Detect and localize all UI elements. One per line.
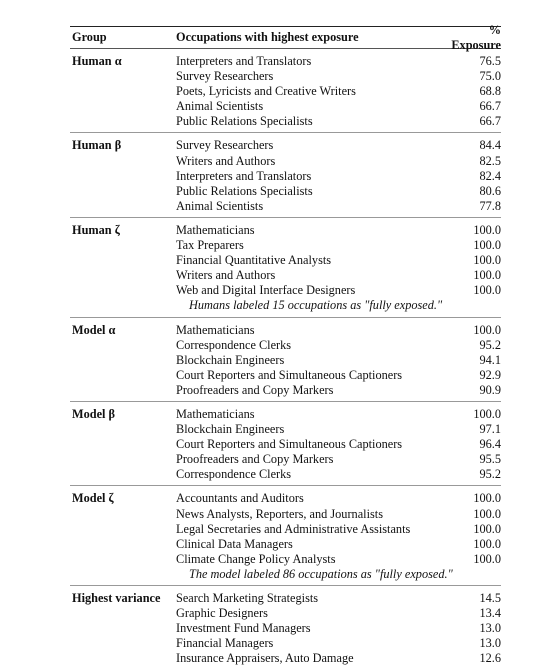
table-section [70, 486, 501, 586]
table-row [176, 114, 501, 129]
occupation-cell: Financial Quantitative Analysts [176, 253, 332, 268]
occupation-cell: Poets, Lyricists and Creative Writers [176, 84, 356, 99]
table-row [176, 651, 501, 666]
exposure-cell: 94.1 [479, 352, 501, 367]
exposure-cell: 96.4 [479, 437, 501, 452]
exposure-cell: 84.4 [479, 138, 501, 153]
exposure-cell: 100.0 [473, 491, 501, 506]
group-label: Human α [72, 54, 122, 68]
occupation-cell: Interpreters and Translators [176, 168, 312, 183]
table-row [176, 467, 501, 482]
exposure-cell: 13.4 [479, 606, 501, 621]
table-row [176, 537, 501, 552]
section-rows [176, 407, 501, 482]
table-row [176, 606, 501, 621]
exposure-cell: 12.6 [479, 651, 501, 666]
section-rows [176, 591, 501, 666]
section-rows [176, 138, 501, 213]
table-row [176, 422, 501, 437]
occupation-cell: Climate Change Policy Analysts [176, 551, 336, 566]
exposure-cell: 68.8 [479, 84, 501, 99]
occupation-cell: Mathematicians [176, 222, 255, 237]
exposure-cell: 13.0 [479, 621, 501, 636]
group-label: Model α [72, 322, 116, 337]
table-row [176, 169, 501, 184]
exposure-cell: 100.0 [473, 268, 501, 283]
exposure-cell: 100.0 [473, 551, 501, 566]
exposure-cell: 100.0 [473, 238, 501, 253]
section-note: The model labeled 86 occupations as "fully exposed." [189, 566, 453, 581]
occupation-cell: Web and Digital Interface Designers [176, 283, 356, 298]
table-body [70, 49, 501, 669]
occupation-cell: News Analysts, Reporters, and Journalists [176, 506, 383, 521]
table-row [176, 268, 501, 283]
table-row [176, 338, 501, 353]
table-section [70, 218, 501, 318]
occupation-cell: Court Reporters and Simultaneous Captioners [176, 367, 403, 382]
occupation-cell: Graphic Designers [176, 606, 268, 621]
table-row [176, 552, 501, 567]
table-row [176, 199, 501, 214]
section-rows [176, 54, 501, 129]
exposure-cell: 95.2 [479, 337, 501, 352]
table-row [176, 84, 501, 99]
header-occupations: Occupations with highest exposure [176, 30, 359, 44]
exposure-cell: 66.7 [479, 114, 501, 129]
occupation-cell: Interpreters and Translators [176, 54, 312, 68]
occupation-cell: Proofreaders and Copy Markers [176, 452, 334, 467]
group-label: Model ζ [72, 491, 114, 506]
occupation-cell: Writers and Authors [176, 268, 276, 283]
table-row [176, 323, 501, 338]
section-rows [176, 223, 501, 314]
exposure-cell: 95.5 [479, 452, 501, 467]
table-section [70, 49, 501, 133]
group-label: Model β [72, 406, 116, 421]
occupation-cell: Animal Scientists [176, 198, 264, 213]
occupation-cell: Proofreaders and Copy Markers [176, 382, 334, 397]
table-section [70, 133, 501, 217]
exposure-cell: 76.5 [479, 54, 501, 68]
exposure-cell: 100.0 [473, 222, 501, 237]
exposure-cell: 100.0 [473, 536, 501, 551]
exposure-cell: 82.4 [479, 168, 501, 183]
exposure-cell: 97.1 [479, 422, 501, 437]
occupation-cell: Financial Managers [176, 636, 274, 651]
table-row [176, 154, 501, 169]
table-section [70, 402, 501, 486]
exposure-cell: 92.9 [479, 367, 501, 382]
occupation-cell: Animal Scientists [176, 99, 264, 114]
occupation-cell: Blockchain Engineers [176, 352, 285, 367]
table-row [176, 522, 501, 537]
table-row [176, 636, 501, 651]
occupation-cell: Search Marketing Strategists [176, 591, 319, 605]
table-row [176, 507, 501, 522]
table-row [176, 283, 501, 298]
occupation-cell: Writers and Authors [176, 153, 276, 168]
table-row [176, 407, 501, 422]
table-row [176, 353, 501, 368]
table-row [176, 383, 501, 398]
table-row [176, 621, 501, 636]
exposure-cell: 66.7 [479, 99, 501, 114]
table-row [176, 54, 501, 69]
exposure-cell: 90.9 [479, 382, 501, 397]
group-label: Human β [72, 138, 122, 153]
exposure-cell: 100.0 [473, 283, 501, 298]
table-row [176, 368, 501, 383]
occupation-cell: Court Reporters and Simultaneous Captioners [176, 437, 403, 452]
occupation-cell: Legal Secretaries and Administrative Assistants [176, 521, 411, 536]
occupation-cell: Public Relations Specialists [176, 114, 313, 129]
occupation-cell: Survey Researchers [176, 69, 274, 84]
table-row [176, 238, 501, 253]
table-row [176, 437, 501, 452]
occupation-cell: Investment Fund Managers [176, 621, 311, 636]
section-note: Humans labeled 15 occupations as "fully exposed." [189, 298, 443, 313]
exposure-cell: 82.5 [479, 153, 501, 168]
table-row [176, 491, 501, 506]
exposure-cell: 100.0 [473, 506, 501, 521]
section-rows [176, 323, 501, 398]
occupation-cell: Blockchain Engineers [176, 422, 285, 437]
table-row [176, 253, 501, 268]
exposure-cell: 14.5 [479, 591, 501, 605]
occupation-cell: Mathematicians [176, 322, 255, 337]
occupation-cell: Clinical Data Managers [176, 536, 293, 551]
exposure-cell: 77.8 [479, 198, 501, 213]
table-row [176, 184, 501, 199]
occupation-cell: Public Relations Specialists [176, 183, 313, 198]
section-rows [176, 491, 501, 582]
group-label: Human ζ [72, 222, 120, 237]
table-row [176, 99, 501, 114]
exposure-cell: 80.6 [479, 183, 501, 198]
header-group: Group [72, 30, 107, 44]
exposure-cell: 75.0 [479, 69, 501, 84]
table-header [70, 22, 501, 52]
exposure-cell: 100.0 [473, 406, 501, 421]
occupation-cell: Accountants and Auditors [176, 491, 304, 506]
exposure-cell: 13.0 [479, 636, 501, 651]
group-label: Highest variance [72, 591, 161, 605]
exposure-cell: 100.0 [473, 322, 501, 337]
table-row [176, 69, 501, 84]
table-section [70, 586, 501, 669]
occupation-cell: Mathematicians [176, 406, 255, 421]
exposure-cell: 95.2 [479, 467, 501, 482]
table-row [176, 223, 501, 238]
exposure-table [70, 22, 501, 669]
table-row [176, 591, 501, 606]
occupation-cell: Correspondence Clerks [176, 337, 292, 352]
occupation-cell: Tax Preparers [176, 238, 244, 253]
header-exposure: % Exposure [451, 22, 501, 52]
exposure-cell: 100.0 [473, 521, 501, 536]
occupation-cell: Correspondence Clerks [176, 467, 292, 482]
occupation-cell: Survey Researchers [176, 138, 274, 153]
table-section [70, 318, 501, 402]
table-row [176, 452, 501, 467]
exposure-cell: 100.0 [473, 253, 501, 268]
occupation-cell: Insurance Appraisers, Auto Damage [176, 651, 354, 666]
table-row [176, 138, 501, 153]
